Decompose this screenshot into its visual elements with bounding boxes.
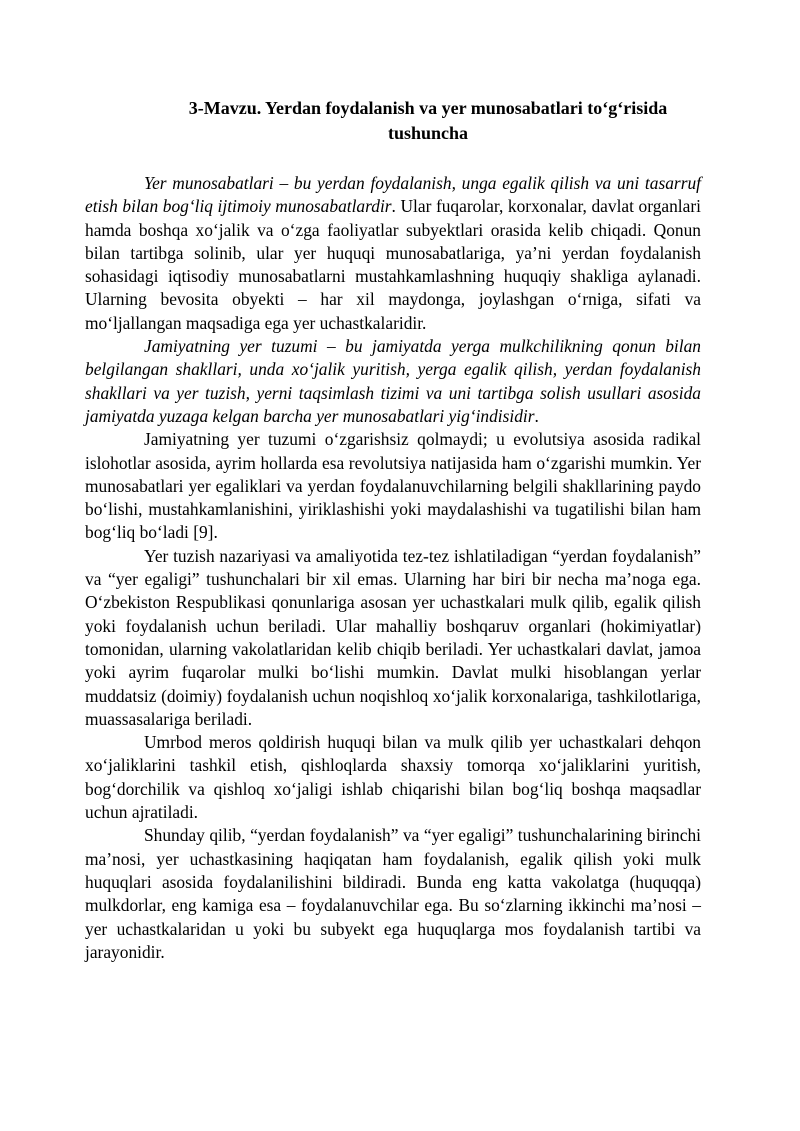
paragraph-5 xyxy=(85,731,701,824)
paragraph-3 xyxy=(85,428,701,544)
title-line-1: 3-Mavzu. Yerdan foydalanish va yer munosabatlari to‘g‘risida xyxy=(188,98,668,118)
paragraph-1 xyxy=(85,172,701,335)
paragraph-1-text: . Ular fuqarolar, korxonalar, davlat organlari hamda boshqa xo‘jalik va o‘zga faoliyatlar subyektlari orasida kelib chiqadi. Qonun bilan tartibga solinib, ular yer huquqi munosabatlariga, ya’ni yerdan foydalanish sohasidagi iqtisodiy munosabatlarni mustahkamlashning huquqiy shakliga aylanadi. Ularning bevosita obyekti – har xil maydonga, joylashgan o‘rniga, sifati va mo‘ljallangan maqsadiga ega yer uchastkalaridir. xyxy=(85,196,701,333)
document-title xyxy=(85,96,701,146)
paragraph-2-italic: Jamiyatning yer tuzumi – bu jamiyatda yerga mulkchilikning qonun bilan belgilangan shakllari, unda xo‘jalik yuritish, yerga egalik qilish, yerdan foydalanish shakllari va yer tuzish, yerni taqsimlash tizimi va uni tartibga solish usullari asosida jamiyatda yuzaga kelgan barcha yer munosabatlari yig‘indisidir xyxy=(85,336,701,426)
paragraph-4 xyxy=(85,545,701,731)
paragraph-6 xyxy=(85,824,701,964)
paragraph-6-text: Shunday qilib, “yerdan foydalanish” va “yer egaligi” tushunchalarining birinchi ma’nosi, yer uchastkasining haqiqatan ham foydalanish, egalik qilish yoki mulk huquqlari asosida foydalanilishini bildiradi. Bunda eng katta vakolatga (huquqqa) mulkdorlar, eng kamiga esa – foydalanuvchilar ega. Bu so‘zlarning ikkinchi ma’nosi – yer uchastkalaridan u yoki bu subyekt ega huquqlarga mos foydalanish tartibi va jarayonidir. xyxy=(85,825,701,962)
title-line-2: tushuncha xyxy=(387,123,469,143)
paragraph-5-text: Umrbod meros qoldirish huquqi bilan va mulk qilib yer uchastkalari dehqon xo‘jaliklarini tashkil etish, qishloqlarda shaxsiy tomorqa xo‘jaliklarini yuritish, bog‘dorchilik va qishloq xo‘jaligi ishlab chiqarishi bilan bog‘liq boshqa maqsadlar uchun ajratiladi. xyxy=(85,732,701,823)
document-page xyxy=(85,96,701,964)
paragraph-4-text: Yer tuzish nazariyasi va amaliyotida tez-tez ishlatiladigan “yerdan foydalanish” va “yer egaligi” tushunchalari bir xil emas. Ularning har biri bir necha ma’noga ega. O‘zbekiston Respublikasi qonunlariga asosan yer uchastkalari mulk qilib, egalik qilish yoki foydalanish uchun beriladi. Ular mahalliy boshqaruv organlari (hokimiyatlar) tomonidan, ularning vakolatlaridan kelib chiqib beriladi. Yer uchastkalari davlat, jamoa yoki ayrim fuqarolar mulki bo‘lishi mumkin. Davlat mulki hisoblangan yerlar muddatsiz (doimiy) foydalanish uchun noqishloq xo‘jalik korxonalariga, tashkilotlariga, muassasalariga beriladi. xyxy=(85,545,701,729)
paragraph-2 xyxy=(85,335,701,428)
paragraph-1-italic: Yer munosabatlari – bu yerdan foydalanish, unga egalik qilish va uni tasarruf etish bilan bog‘liq ijtimoiy munosabatlardir xyxy=(85,173,701,217)
paragraph-2-text: . xyxy=(534,405,539,426)
paragraph-3-text: Jamiyatning yer tuzumi o‘zgarishsiz qolmaydi; u evolutsiya asosida radikal islohotlar asosida, ayrim hollarda esa revolutsiya natijasida ham o‘zgarishi mumkin. Yer munosabatlari yer egaliklari va yerdan foydalanuvchilarning belgili shakllarining paydo bo‘lishi, mustahkamlanishini, yiriklashishi yoki maydalashishi va tugatilishi bilan ham bog‘liq bo‘ladi [9]. xyxy=(85,429,701,543)
